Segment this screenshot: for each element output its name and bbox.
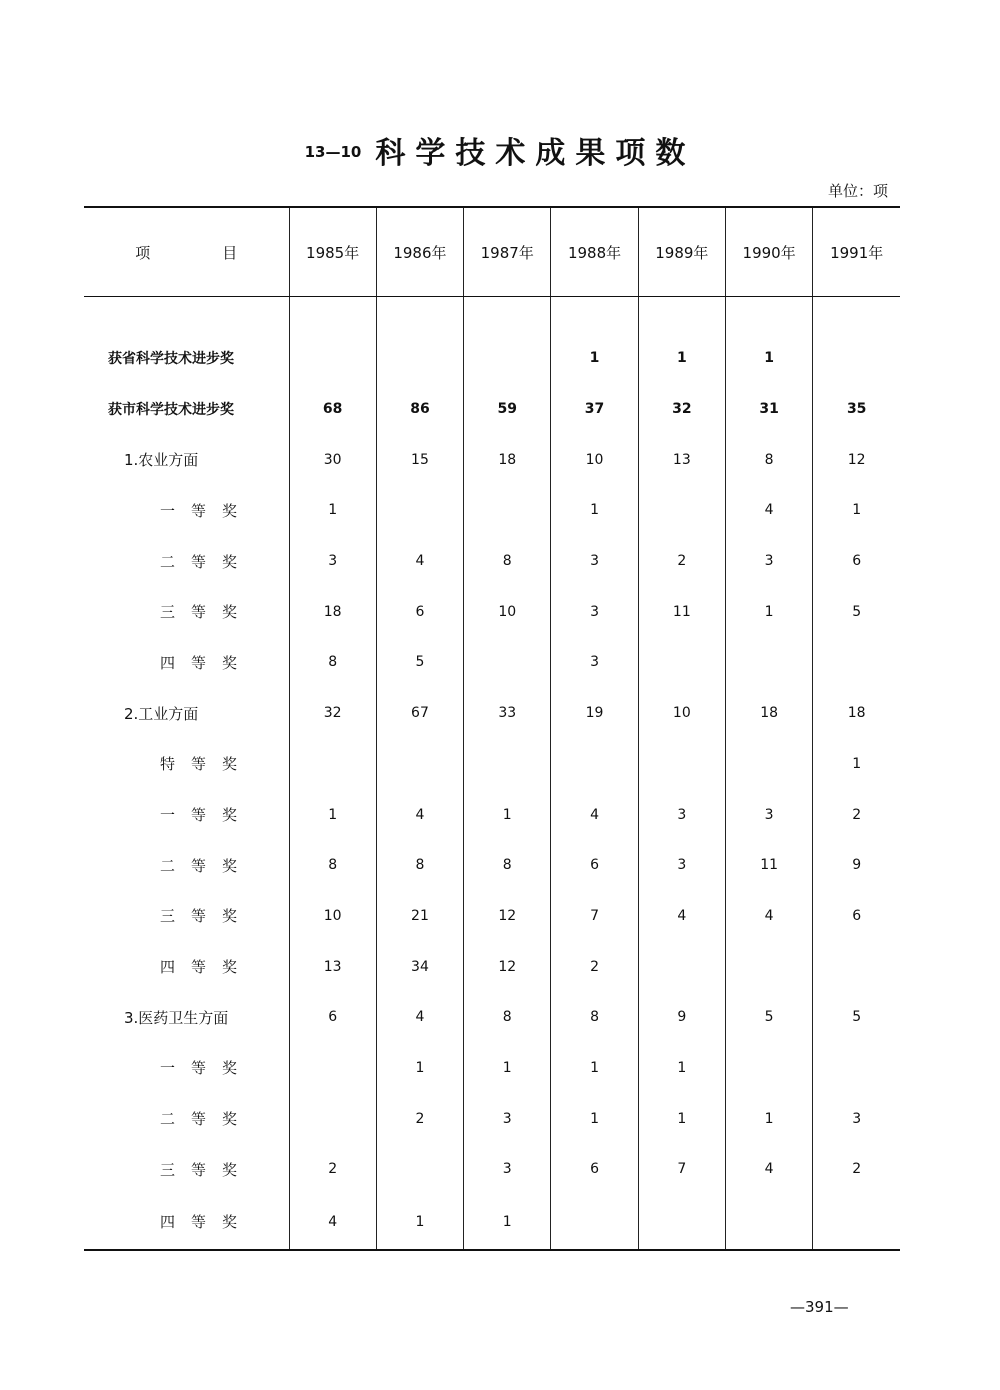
table-cell: 33 — [464, 688, 551, 739]
table-cell — [376, 333, 463, 384]
table-cell: 8 — [464, 536, 551, 587]
table-cell: 1 — [464, 1195, 551, 1250]
table-cell: 1 — [289, 789, 376, 840]
table-cell — [551, 739, 638, 790]
table-cell: 12 — [464, 941, 551, 992]
table-cell: 2 — [638, 536, 725, 587]
table-cell: 1 — [638, 1093, 725, 1144]
table-cell: 18 — [725, 688, 812, 739]
table-cell: 19 — [551, 688, 638, 739]
table-cell — [289, 333, 376, 384]
table-row — [84, 840, 900, 891]
table-row — [84, 485, 900, 536]
row-label: 获市科学技术进步奖 — [108, 402, 234, 419]
table-cell — [289, 739, 376, 790]
table-cell: 31 — [725, 384, 812, 435]
table-cell: 13 — [638, 434, 725, 485]
table-cell: 5 — [725, 992, 812, 1043]
table-cell: 4 — [638, 891, 725, 942]
table-cell — [725, 637, 812, 688]
table-cell: 30 — [289, 434, 376, 485]
table-cell: 4 — [376, 789, 463, 840]
table-cell — [813, 333, 900, 384]
table-cell: 35 — [813, 384, 900, 435]
year-header: 1988年 — [551, 207, 638, 297]
table-cell: 1 — [376, 1043, 463, 1094]
table-cell: 6 — [289, 992, 376, 1043]
table-row — [84, 384, 900, 435]
year-header: 1989年 — [638, 207, 725, 297]
table-cell — [813, 1195, 900, 1250]
table-cell: 4 — [725, 485, 812, 536]
page-number: —391— — [790, 1298, 849, 1316]
row-label: 3.医药卫生方面 — [124, 1008, 229, 1027]
table-cell — [464, 485, 551, 536]
table-cell: 3 — [551, 586, 638, 637]
year-header: 1987年 — [464, 207, 551, 297]
table-row — [84, 1093, 900, 1144]
table-cell — [376, 1144, 463, 1195]
table-cell: 3 — [725, 536, 812, 587]
table-cell: 1 — [376, 1195, 463, 1250]
table-cell — [376, 739, 463, 790]
table-cell: 12 — [464, 891, 551, 942]
table-cell: 6 — [813, 891, 900, 942]
table-row — [84, 789, 900, 840]
table-cell: 8 — [464, 840, 551, 891]
table-cell — [638, 485, 725, 536]
table-cell: 1 — [464, 1043, 551, 1094]
table-cell: 3 — [289, 536, 376, 587]
row-label: 三等奖 — [160, 907, 254, 926]
table-cell: 8 — [464, 992, 551, 1043]
row-label: 特等奖 — [160, 755, 254, 774]
row-label: 一等奖 — [160, 1059, 254, 1078]
table-cell: 86 — [376, 384, 463, 435]
page-title — [0, 128, 1000, 172]
table-cell: 68 — [289, 384, 376, 435]
table-cell: 2 — [376, 1093, 463, 1144]
table-cell: 4 — [725, 891, 812, 942]
row-label: 三等奖 — [160, 603, 254, 622]
table-cell: 1 — [725, 586, 812, 637]
table-cell: 7 — [551, 891, 638, 942]
table-cell: 13 — [289, 941, 376, 992]
table-spacer-row — [84, 297, 900, 334]
table-cell: 11 — [725, 840, 812, 891]
row-label: 二等奖 — [160, 856, 254, 875]
year-header: 1990年 — [725, 207, 812, 297]
table-cell: 4 — [289, 1195, 376, 1250]
table-cell: 2 — [813, 789, 900, 840]
table-cell: 10 — [551, 434, 638, 485]
item-header-char-2: 目 — [222, 243, 238, 262]
table-row — [84, 688, 900, 739]
row-label: 2.工业方面 — [124, 704, 199, 723]
table-cell: 5 — [813, 586, 900, 637]
table-cell: 21 — [376, 891, 463, 942]
table-cell: 10 — [289, 891, 376, 942]
row-label: 二等奖 — [160, 552, 254, 571]
table-cell: 3 — [638, 840, 725, 891]
table-row — [84, 941, 900, 992]
table-row — [84, 992, 900, 1043]
table-cell — [638, 739, 725, 790]
table-title: 科学技术成果项数 — [375, 136, 696, 171]
table-row — [84, 637, 900, 688]
table-cell: 18 — [464, 434, 551, 485]
row-label: 四等奖 — [160, 958, 254, 977]
table-cell: 1 — [813, 485, 900, 536]
table-cell — [725, 739, 812, 790]
table-cell — [289, 1043, 376, 1094]
table-row — [84, 333, 900, 384]
table-cell — [551, 1195, 638, 1250]
table-cell: 2 — [551, 941, 638, 992]
table-cell: 10 — [638, 688, 725, 739]
table-cell: 3 — [464, 1144, 551, 1195]
table-cell — [464, 637, 551, 688]
table-cell — [464, 333, 551, 384]
row-label: 四等奖 — [160, 653, 254, 672]
table-cell: 67 — [376, 688, 463, 739]
table-cell — [725, 941, 812, 992]
row-label: 获省科学技术进步奖 — [108, 351, 234, 368]
table-cell: 6 — [551, 840, 638, 891]
table-cell: 1 — [551, 485, 638, 536]
row-label: 四等奖 — [84, 1195, 289, 1250]
table-cell: 5 — [376, 637, 463, 688]
table-row — [84, 891, 900, 942]
table-cell: 1 — [638, 1043, 725, 1094]
table-row — [84, 536, 900, 587]
table-cell: 8 — [289, 637, 376, 688]
row-label: 一等奖 — [160, 501, 254, 520]
table-cell: 10 — [464, 586, 551, 637]
table-cell: 37 — [551, 384, 638, 435]
table-cell — [813, 1043, 900, 1094]
table-cell: 9 — [638, 992, 725, 1043]
table-cell: 3 — [638, 789, 725, 840]
table-cell: 59 — [464, 384, 551, 435]
item-column-header — [84, 207, 289, 297]
table-cell: 2 — [289, 1144, 376, 1195]
statistics-table-container — [84, 206, 900, 1251]
table-cell: 15 — [376, 434, 463, 485]
table-cell: 3 — [551, 637, 638, 688]
table-cell: 1 — [551, 333, 638, 384]
table-cell: 8 — [551, 992, 638, 1043]
row-label: 一等奖 — [160, 806, 254, 825]
table-cell: 3 — [464, 1093, 551, 1144]
table-cell — [638, 637, 725, 688]
unit-label: 单位：项 — [827, 182, 888, 200]
table-cell: 4 — [376, 992, 463, 1043]
table-cell: 32 — [638, 384, 725, 435]
table-number: 13—10 — [304, 143, 362, 161]
table-cell — [725, 1043, 812, 1094]
table-cell: 5 — [813, 992, 900, 1043]
table-row — [84, 1195, 900, 1250]
table-cell: 32 — [289, 688, 376, 739]
table-row — [84, 739, 900, 790]
year-header: 1985年 — [289, 207, 376, 297]
table-cell: 11 — [638, 586, 725, 637]
table-cell — [289, 1093, 376, 1144]
table-row — [84, 1144, 900, 1195]
row-label: 三等奖 — [160, 1160, 254, 1179]
table-cell: 1 — [638, 333, 725, 384]
table-cell — [638, 1195, 725, 1250]
table-cell: 9 — [813, 840, 900, 891]
table-cell: 6 — [551, 1144, 638, 1195]
table-cell: 1 — [725, 333, 812, 384]
table-cell: 2 — [813, 1144, 900, 1195]
year-header: 1986年 — [376, 207, 463, 297]
table-body — [84, 297, 900, 1250]
row-label: 1.农业方面 — [124, 451, 199, 470]
table-cell: 18 — [813, 688, 900, 739]
table-cell: 8 — [725, 434, 812, 485]
table-cell: 1 — [725, 1093, 812, 1144]
table-cell — [376, 485, 463, 536]
table-cell: 4 — [725, 1144, 812, 1195]
table-cell — [464, 739, 551, 790]
table-cell: 4 — [551, 789, 638, 840]
statistics-table — [84, 206, 900, 1251]
table-cell: 3 — [813, 1093, 900, 1144]
table-row — [84, 434, 900, 485]
table-cell — [638, 941, 725, 992]
table-cell: 1 — [289, 485, 376, 536]
table-header-row — [84, 207, 900, 297]
table-cell — [725, 1195, 812, 1250]
table-cell: 3 — [725, 789, 812, 840]
year-header: 1991年 — [813, 207, 900, 297]
table-cell — [813, 637, 900, 688]
table-cell: 6 — [376, 586, 463, 637]
table-cell: 8 — [376, 840, 463, 891]
table-cell: 3 — [551, 536, 638, 587]
row-label: 二等奖 — [160, 1110, 254, 1129]
table-cell: 18 — [289, 586, 376, 637]
table-cell: 1 — [551, 1093, 638, 1144]
table-cell: 6 — [813, 536, 900, 587]
table-cell: 8 — [289, 840, 376, 891]
table-cell: 4 — [376, 536, 463, 587]
table-row — [84, 1043, 900, 1094]
table-cell: 1 — [813, 739, 900, 790]
table-cell: 7 — [638, 1144, 725, 1195]
table-cell: 12 — [813, 434, 900, 485]
table-cell: 34 — [376, 941, 463, 992]
table-cell — [813, 941, 900, 992]
table-row — [84, 586, 900, 637]
item-header-char-1: 项 — [135, 243, 151, 262]
table-cell: 1 — [464, 789, 551, 840]
table-cell: 1 — [551, 1043, 638, 1094]
